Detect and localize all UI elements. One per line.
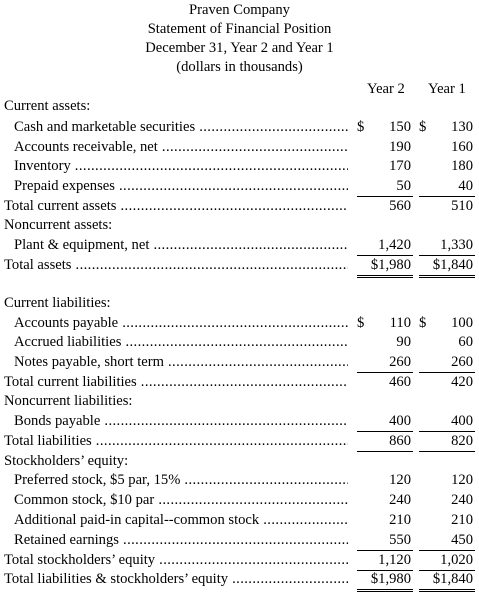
amount: 60 <box>458 334 473 350</box>
row-label: Total liabilities & stockholders’ equity ..... <box>4 569 348 589</box>
row-label: Accounts payable ..... <box>14 313 348 333</box>
units-note: (dollars in thousands) <box>176 59 303 75</box>
year-2-value <box>357 196 413 216</box>
amount: $1,980 <box>370 571 411 587</box>
amount: 210 <box>451 512 473 528</box>
amount: 240 <box>389 492 411 508</box>
column-header-year-2: Year 2 <box>367 81 405 97</box>
table-row <box>0 235 479 255</box>
currency-symbol: $ <box>357 119 365 135</box>
company-name: Praven Company <box>189 2 290 18</box>
year-1-value <box>419 313 475 333</box>
year-2-value <box>357 411 413 432</box>
amount: 820 <box>451 433 473 449</box>
amount: 190 <box>389 139 411 155</box>
amount: 860 <box>389 433 411 449</box>
row-label: Current assets: <box>4 98 91 114</box>
year-1-value <box>419 372 475 392</box>
amount: 130 <box>451 119 473 135</box>
currency-symbol: $ <box>419 119 427 135</box>
table-row <box>0 156 479 176</box>
table-row <box>0 352 479 372</box>
row-label: Current liabilities: <box>4 295 111 311</box>
year-1-value <box>419 530 475 551</box>
year-1-value <box>419 431 475 452</box>
table-row <box>0 372 479 392</box>
table-row <box>0 215 479 235</box>
amount: 40 <box>458 178 473 194</box>
row-label: Accrued liabilities ..... <box>14 332 348 352</box>
year-2-value <box>357 313 413 333</box>
amount: 260 <box>389 354 411 370</box>
year-2-value <box>357 235 413 256</box>
amount: $1,980 <box>370 257 411 273</box>
amount: 120 <box>451 472 473 488</box>
amount: 450 <box>451 532 473 548</box>
row-label: Total current liabilities ..... <box>4 372 348 392</box>
year-1-value <box>419 137 475 157</box>
amount: 1,120 <box>378 552 411 568</box>
amount: 100 <box>451 315 473 331</box>
table-row <box>0 176 479 196</box>
row-label: Stockholders’ equity: <box>4 453 129 469</box>
year-2-value <box>357 490 413 510</box>
year-2-value <box>357 156 413 176</box>
row-label: Notes payable, short term ..... <box>14 352 348 372</box>
amount: 210 <box>389 512 411 528</box>
table-row <box>0 96 479 116</box>
amount: 50 <box>396 178 411 194</box>
amount: 460 <box>389 374 411 390</box>
statement-title: Statement of Financial Position <box>147 21 332 37</box>
year-2-value <box>357 137 413 157</box>
statement-date: December 31, Year 2 and Year 1 <box>145 40 334 56</box>
table-row <box>0 332 479 352</box>
table-row <box>0 137 479 157</box>
year-2-value <box>357 352 413 373</box>
row-label: Noncurrent assets: <box>4 217 113 233</box>
table-row <box>0 490 479 510</box>
year-1-value <box>419 352 475 373</box>
amount: 510 <box>451 198 473 214</box>
table-row <box>0 117 479 137</box>
row-label: Prepaid expenses ..... <box>14 176 348 196</box>
amount: 180 <box>451 158 473 174</box>
amount: 240 <box>451 492 473 508</box>
table-row <box>0 470 479 490</box>
year-1-value <box>419 470 475 490</box>
amount: $1,840 <box>432 257 473 273</box>
amount: 160 <box>451 139 473 155</box>
amount: 150 <box>389 119 411 135</box>
year-2-value <box>357 530 413 551</box>
year-1-value <box>419 235 475 256</box>
amount: $1,840 <box>432 571 473 587</box>
table-row <box>0 451 479 471</box>
table-row <box>0 196 479 216</box>
amount: 1,330 <box>440 237 473 253</box>
year-2-value <box>357 470 413 490</box>
year-2-value <box>357 176 413 197</box>
row-label: Bonds payable ..... <box>14 411 348 431</box>
table-row <box>0 255 479 275</box>
row-label: Total stockholders’ equity ..... <box>4 550 348 570</box>
amount: 400 <box>451 413 473 429</box>
year-2-value <box>357 372 413 392</box>
currency-symbol: $ <box>357 315 365 331</box>
table-row <box>0 510 479 530</box>
amount: 1,020 <box>440 552 473 568</box>
row-label: Common stock, $10 par ..... <box>14 490 348 510</box>
year-1-value <box>419 196 475 216</box>
year-1-value <box>419 569 475 592</box>
amount: 1,420 <box>378 237 411 253</box>
amount: 110 <box>389 315 411 331</box>
table-row <box>0 431 479 451</box>
row-label: Inventory ..... <box>14 156 348 176</box>
table-row <box>0 293 479 313</box>
amount: 90 <box>396 334 411 350</box>
amount: 400 <box>389 413 411 429</box>
row-label: Plant & equipment, net ..... <box>14 235 348 255</box>
year-1-value <box>419 156 475 176</box>
table-row <box>0 313 479 333</box>
year-2-value <box>357 569 413 592</box>
row-label: Additional paid-in capital--common stock ..... <box>14 510 348 530</box>
row-label: Noncurrent liabilities: <box>4 393 133 409</box>
year-2-value <box>357 431 413 452</box>
year-1-value <box>419 176 475 197</box>
year-1-value <box>419 117 475 137</box>
year-1-value <box>419 490 475 510</box>
table-row <box>0 569 479 589</box>
row-label: Accounts receivable, net ..... <box>14 137 348 157</box>
table-row <box>0 411 479 431</box>
column-header-year-1: Year 1 <box>428 81 466 97</box>
amount: 260 <box>451 354 473 370</box>
year-2-value <box>357 510 413 530</box>
year-1-value <box>419 332 475 352</box>
year-1-value <box>419 411 475 432</box>
amount: 550 <box>389 532 411 548</box>
currency-symbol: $ <box>419 315 427 331</box>
row-label: Preferred stock, $5 par, 15% ..... <box>14 470 348 490</box>
year-2-value <box>357 332 413 352</box>
year-1-value <box>419 510 475 530</box>
amount: 560 <box>389 198 411 214</box>
amount: 420 <box>451 374 473 390</box>
table-row <box>0 391 479 411</box>
table-row <box>0 550 479 570</box>
year-2-value <box>357 550 413 571</box>
row-label: Total liabilities ..... <box>4 431 348 451</box>
row-label: Cash and marketable securities ..... <box>14 117 348 137</box>
year-2-value <box>357 117 413 137</box>
amount: 170 <box>389 158 411 174</box>
year-1-value <box>419 550 475 571</box>
table-row <box>0 530 479 550</box>
row-label: Total current assets ..... <box>4 196 348 216</box>
spacer-row <box>0 275 479 295</box>
row-label: Total assets ..... <box>4 255 348 275</box>
amount: 120 <box>389 472 411 488</box>
row-label: Retained earnings ..... <box>14 530 348 550</box>
